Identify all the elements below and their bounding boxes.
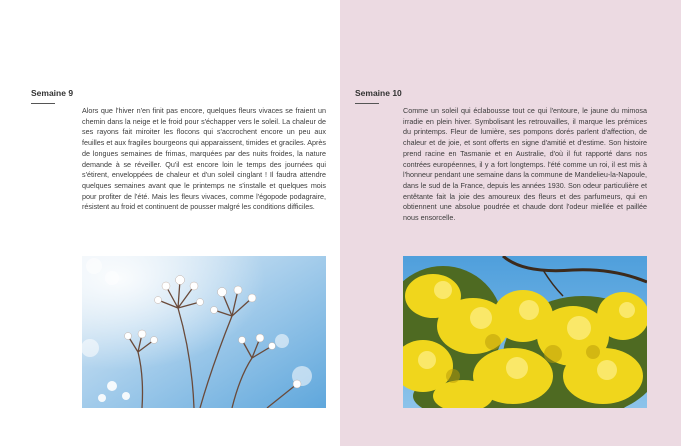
title-divider [355,103,379,104]
week-body-text: Alors que l'hiver n'en finit pas encore, quelques fleurs vivaces se fraient un chemin dans la neige et le froid pour s'échapper vers le soleil. La chaleur de ses rayons fait miroiter les flocons qui s'accrochent encore un peu aux feuilles et aux fragiles bourgeons qui apparaissent, timides et graciles. Après de longues semaines de frimas, marquées par des nuits froides, la nature demande à se réveiller. Qu'il est encore loin le temps des journées qui s'étirent, enveloppées de chaleur et d'un soleil cinglant ! Il faudra attendre quelques semaines avant que le printemps ne s'installe et quelques mois pour profiter de l'été. Mais les fleurs vivaces, comme l'égopode podagraire, résistent au froid et continuent de pousser malgré les conditions difficiles. [82,106,326,212]
left-page [0,0,340,446]
mimosa-photo [403,256,647,408]
frosted-wildflower-photo [82,256,326,408]
week-body-text: Comme un soleil qui éclabousse tout ce qui l'entoure, le jaune du mimosa irradie en plein hiver. Symbolisant les retrouvailles, il marque les prémices du printemps. Fleur de lumière, ses pompons dorés parlent d'affection, de chaleur et de joie, et sont offerts en signe d'amitié et d'estime. Son histoire prend racine en Tasmanie et en Australie, d'où il fut rapporté dans nos contrées européennes, il y a fort longtemps. l'été comme un roi, il est mis à l'honneur pendant une semaine dans la commune de Mandelieu-la-Napoule, dans le sud de la France, depuis les années 1930. Son odeur particulière et entêtante fait la joie des amoureux des fleurs et des parfumeurs, qui en obtiennent une absolue poudrée et chaude dont l'odeur miellée et paillée nous ensorcelle. [403,106,647,223]
title-divider [31,103,55,104]
right-page [340,0,681,446]
week-title: Semaine 9 [31,88,74,98]
week-title: Semaine 10 [355,88,402,98]
